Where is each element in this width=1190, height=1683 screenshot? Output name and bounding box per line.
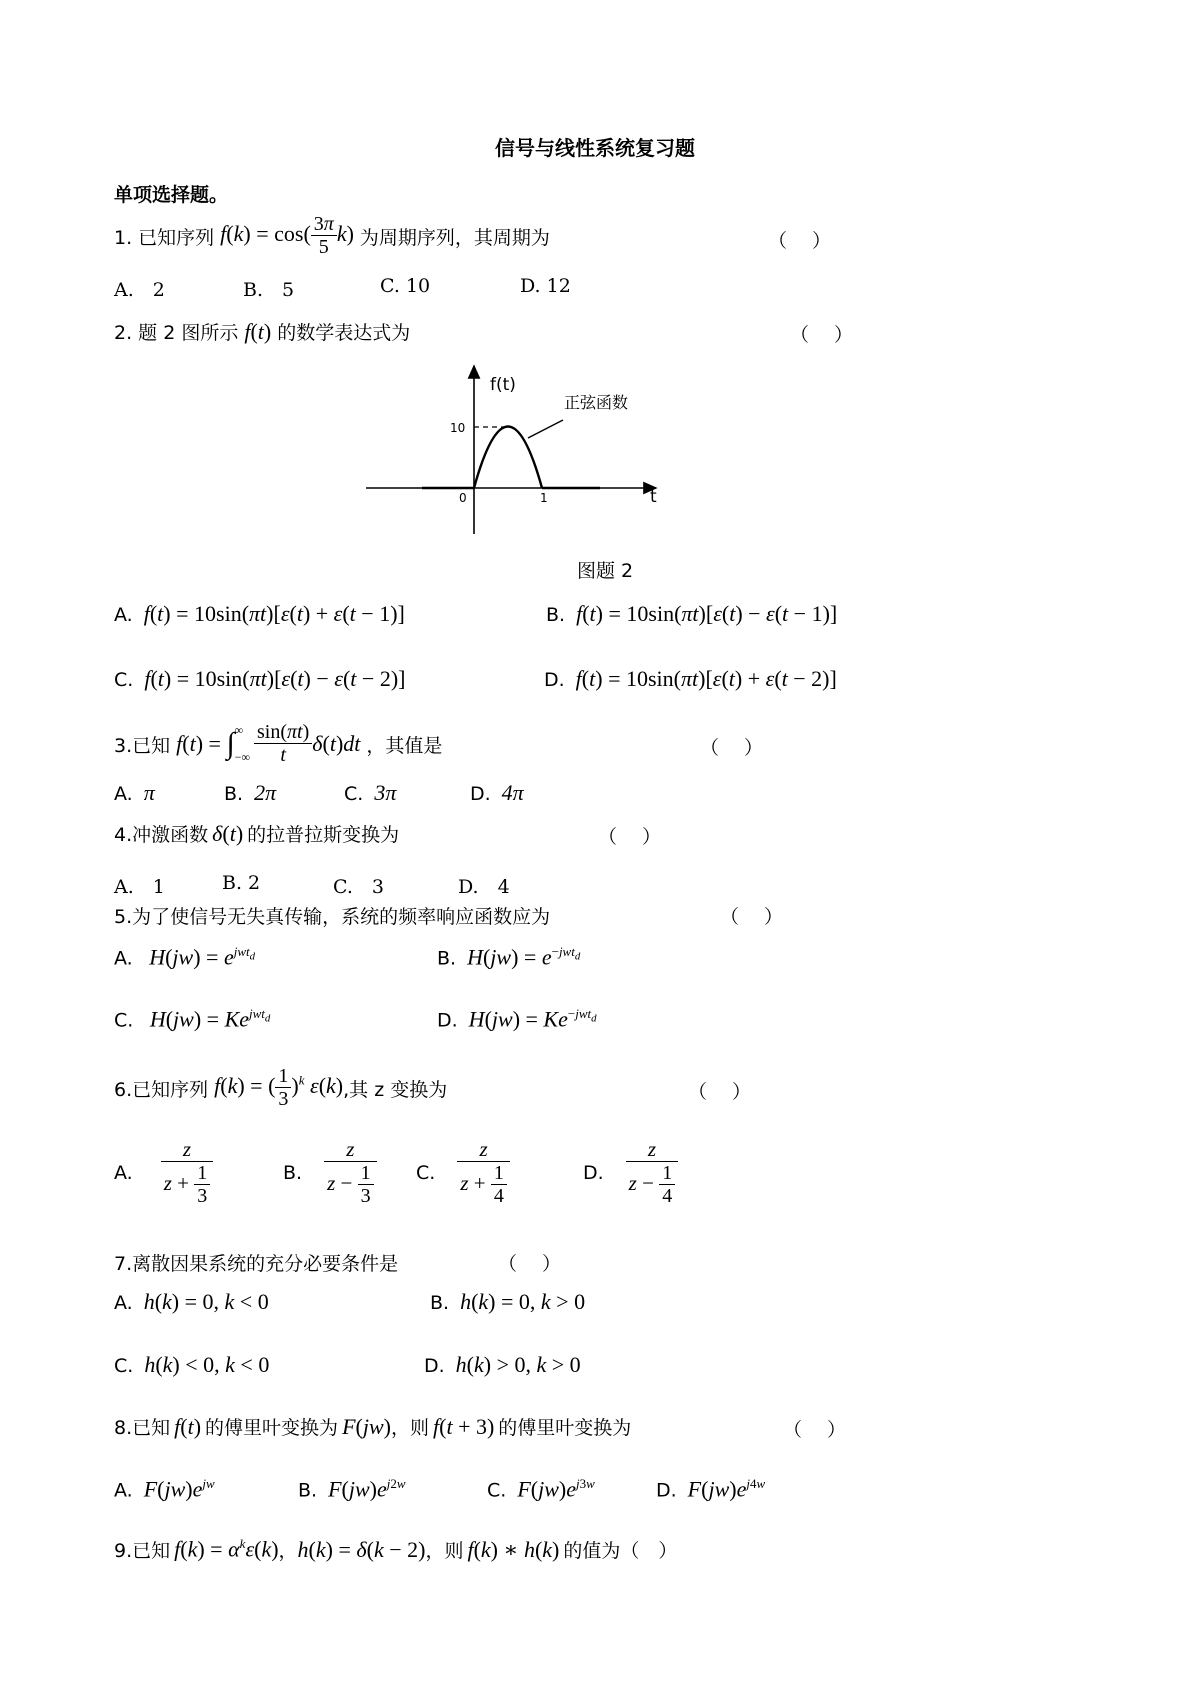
q3-option-a[interactable]: A. π xyxy=(114,780,155,805)
q8-option-b[interactable]: B. $F(jw)e^{j2w}$ xyxy=(298,1476,406,1502)
question-6 xyxy=(114,1058,447,1118)
question-6-suffix: ,其 z 变换为 xyxy=(343,1078,448,1101)
q2-option-a[interactable]: A. f(t) = 10sin(πt)[ε(t) + ε(t − 1)] xyxy=(114,601,405,626)
answer-blank-2[interactable]: （ ） xyxy=(790,324,854,346)
x-axis-label: t xyxy=(650,487,657,507)
q8-option-a[interactable]: A. $F(jw)e^{jw}$ xyxy=(114,1476,215,1502)
question-6-formula: f(k) = ( $\frac{1}{3}$ )$^k$ ε(k) xyxy=(214,1065,344,1110)
question-3 xyxy=(114,715,442,773)
x-tick-1: 1 xyxy=(540,491,548,505)
q3-option-c[interactable]: C. 3π xyxy=(344,780,397,805)
q4-option-c[interactable]: C. 3 xyxy=(333,876,384,898)
q6-option-c[interactable]: C. z z + $\frac{1}{4}$ xyxy=(416,1138,510,1208)
question-2-formula: f(t) xyxy=(244,318,272,344)
x-tick-0: 0 xyxy=(459,491,467,505)
figure-2-caption: 图题 2 xyxy=(577,560,634,582)
question-5: 5.为了使信号无失真传输，系统的频率响应函数应为 xyxy=(114,906,551,928)
q5-option-c[interactable]: C. $H(jw) = Ke^{jwt_d}$ xyxy=(114,1006,271,1032)
question-3-prefix: 3.已知 xyxy=(114,734,171,757)
question-1-suffix: 为周期序列，其周期为 xyxy=(359,226,550,249)
q2-option-b[interactable]: B. f(t) = 10sin(πt)[ε(t) − ε(t − 1)] xyxy=(546,601,838,626)
q8-option-c[interactable]: C. $F(jw)e^{j3w}$ xyxy=(487,1476,595,1502)
answer-blank-3[interactable]: （ ） xyxy=(700,737,764,759)
q7-option-d[interactable]: D. h(k) > 0, k > 0 xyxy=(424,1352,581,1377)
question-8: 8.已知 f(t) 的傅里叶变换为 F(jw) ，则 f(t + 3) 的傅里叶变换为 xyxy=(114,1413,632,1439)
question-4-suffix: 的拉普拉斯变换为 xyxy=(247,824,400,846)
q6-option-b[interactable]: B. z z − $\frac{1}{3}$ xyxy=(283,1138,377,1208)
answer-blank-4[interactable]: （ ） xyxy=(598,826,662,848)
q1-option-d[interactable]: D. 12 xyxy=(520,275,571,297)
question-4 xyxy=(114,820,399,847)
answer-blank-5[interactable]: （ ） xyxy=(720,906,784,928)
question-1-prefix: 1. 已知序列 xyxy=(114,226,215,249)
answer-blank-8[interactable]: （ ） xyxy=(783,1419,847,1441)
question-1 xyxy=(114,210,550,262)
answer-blank-7[interactable]: （ ） xyxy=(498,1253,562,1275)
question-3-suffix: ，其值是 xyxy=(366,734,443,757)
question-1-formula: f(k) = cos( $\frac{3\pi}{5}$ k) xyxy=(220,213,354,258)
section-heading: 单项选择题。 xyxy=(114,184,229,206)
question-2-suffix: 的数学表达式为 xyxy=(277,322,411,344)
q8-option-d[interactable]: D. $F(jw)e^{j4w}$ xyxy=(656,1476,766,1502)
q6-option-d[interactable]: D. z z − $\frac{1}{4}$ xyxy=(583,1138,678,1208)
q4-option-d[interactable]: D. 4 xyxy=(458,876,510,898)
y-tick-10: 10 xyxy=(450,421,466,435)
figure-2-plot xyxy=(360,360,670,540)
q2-option-c[interactable]: C. f(t) = 10sin(πt)[ε(t) − ε(t − 2)] xyxy=(114,666,406,691)
q4-option-b[interactable]: B. 2 xyxy=(222,872,261,894)
q7-option-b[interactable]: B. h(k) = 0, k > 0 xyxy=(430,1289,586,1314)
q2-option-d[interactable]: D. f(t) = 10sin(πt)[ε(t) + ε(t − 2)] xyxy=(544,666,837,691)
curve-label: 正弦函数 xyxy=(564,393,629,412)
q7-option-c[interactable]: C. h(k) < 0, k < 0 xyxy=(114,1352,270,1377)
question-6-prefix: 6.已知序列 xyxy=(114,1078,209,1101)
document-title: 信号与线性系统复习题 xyxy=(495,136,695,160)
curve-label-leader xyxy=(528,420,563,438)
q7-option-a[interactable]: A. h(k) = 0, k < 0 xyxy=(114,1289,269,1314)
question-4-formula: δ(t) xyxy=(212,820,244,846)
q3-option-d[interactable]: D. 4π xyxy=(470,780,524,805)
question-3-formula: f ( t ) = ∫ ∞ −∞ $\frac{\sin(\pi t)}{t}$ δ ( t ) dt xyxy=(176,721,361,766)
q3-option-b[interactable]: B. 2π xyxy=(224,780,277,805)
y-axis-label: f(t) xyxy=(490,375,516,395)
answer-blank-1[interactable]: （ ） xyxy=(768,230,832,252)
q5-option-d[interactable]: D. $H(jw) = Ke^{-jwt_d}$ xyxy=(437,1006,597,1032)
q6-option-a[interactable]: A. z z + $\frac{1}{3}$ xyxy=(114,1138,213,1208)
q5-option-b[interactable]: B. $H(jw) = e^{-jwt_d}$ xyxy=(437,944,581,970)
q1-option-b[interactable]: B. 5 xyxy=(243,279,295,301)
answer-blank-6[interactable]: （ ） xyxy=(688,1081,752,1103)
question-9: 9.已知 $f(k) = \alpha^k\varepsilon(k)$ ， h(k) = δ(k − 2) ，则 f(k) ∗ h(k) 的值为（ ） xyxy=(114,1536,678,1562)
q5-option-a[interactable]: A. $H(jw) = e^{jwt_d}$ xyxy=(114,944,256,970)
question-4-prefix: 4.冲激函数 xyxy=(114,824,209,846)
question-7: 7.离散因果系统的充分必要条件是 xyxy=(114,1253,399,1275)
question-2-prefix: 2. 题 2 图所示 xyxy=(114,322,239,344)
q4-option-a[interactable]: A. 1 xyxy=(114,876,165,898)
q1-option-a[interactable]: A. 2 xyxy=(114,279,165,301)
q1-option-c[interactable]: C. 10 xyxy=(380,275,431,297)
question-2 xyxy=(114,318,410,345)
